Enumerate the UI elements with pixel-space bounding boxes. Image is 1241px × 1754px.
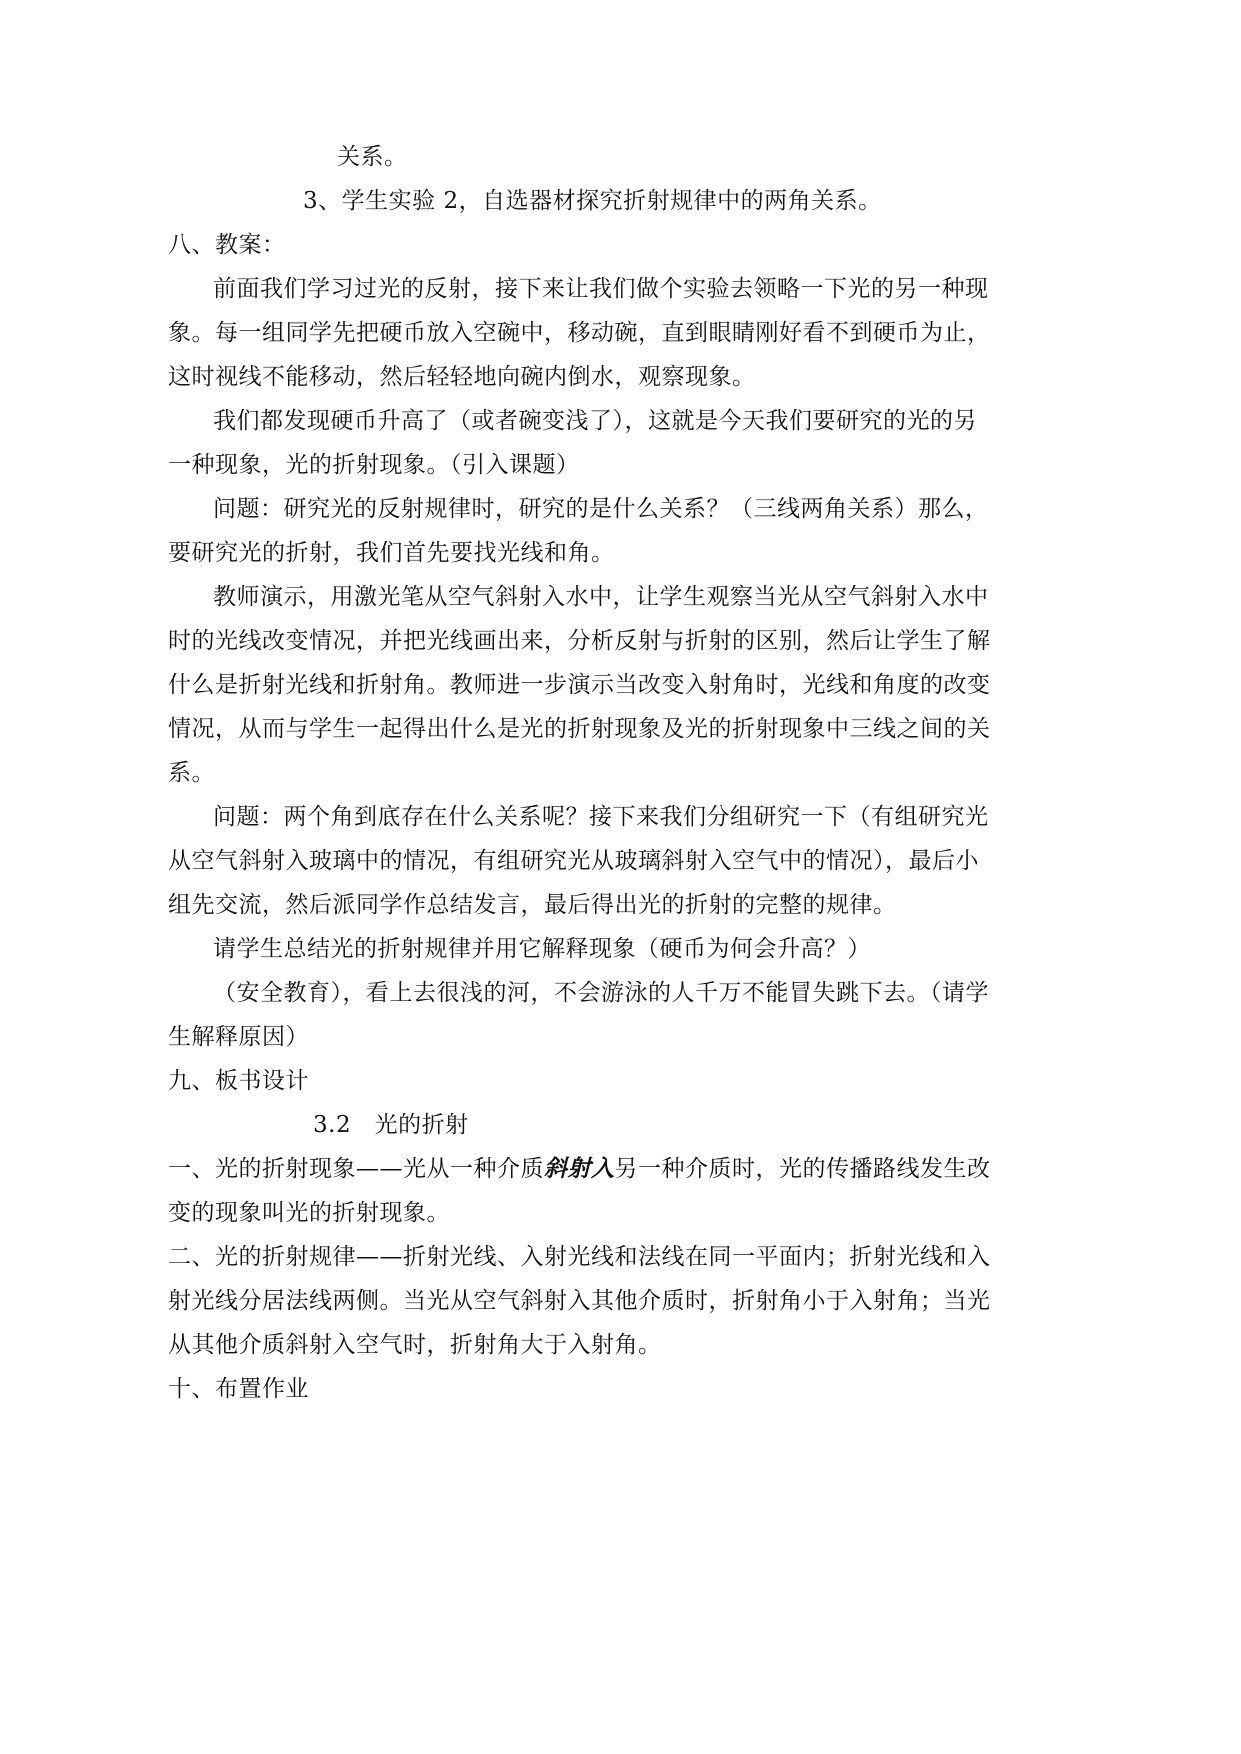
- text-line: 从空气斜射入玻璃中的情况，有组研究光从玻璃斜射入空气中的情况），最后小: [168, 848, 979, 874]
- text-line: 问题：两个角到底存在什么关系呢？接下来我们分组研究一下（有组研究光: [213, 804, 989, 830]
- text-line: 变的现象叫光的折射现象。: [168, 1200, 450, 1226]
- text-line: 生解释原因）: [168, 1024, 309, 1050]
- text-segment: 另一种介质时，光的传播路线发生改: [614, 1156, 991, 1182]
- text-line: 问题：研究光的反射规律时，研究的是什么关系？（三线两角关系）那么，: [213, 496, 989, 522]
- text-line: 要研究光的折射，我们首先要找光线和角。: [168, 540, 615, 566]
- text-line: 这时视线不能移动，然后轻轻地向碗内倒水，观察现象。: [168, 364, 756, 390]
- section-heading: 十、布置作业: [168, 1376, 309, 1402]
- text-line: 射光线分居法线两侧。当光从空气斜射入其他介质时，折射角小于入射角；当光: [168, 1288, 991, 1314]
- section-heading: 九、板书设计: [168, 1068, 309, 1094]
- text-line: 一种现象，光的折射现象。（引入课题）: [168, 452, 580, 478]
- text-line: 时的光线改变情况，并把光线画出来，分析反射与折射的区别，然后让学生了解: [168, 628, 991, 654]
- board-title: 3.2 光的折射: [313, 1112, 469, 1138]
- text-line: 我们都发现硬币升高了（或者碗变浅了），这就是今天我们要研究的光的另: [213, 408, 977, 434]
- text-line: 组先交流，然后派同学作总结发言，最后得出光的折射的完整的规律。: [168, 892, 897, 918]
- section-heading: 八、教案：: [168, 232, 286, 258]
- text-line: 教师演示，用激光笔从空气斜射入水中，让学生观察当光从空气斜射入水中: [213, 584, 989, 610]
- text-line: 情况，从而与学生一起得出什么是光的折射现象及光的折射现象中三线之间的关: [168, 716, 991, 742]
- text-line: 请学生总结光的折射规律并用它解释现象（硬币为何会升高？）: [213, 936, 871, 962]
- text-line: 3、学生实验 2，自选器材探究折射规律中的两角关系。: [303, 188, 882, 214]
- text-line: 什么是折射光线和折射角。教师进一步演示当改变入射角时，光线和角度的改变: [168, 672, 991, 698]
- text-line: 前面我们学习过光的反射，接下来让我们做个实验去领略一下光的另一种现: [213, 276, 989, 302]
- text-segment: 一、光的折射现象——光从一种介质: [168, 1156, 544, 1182]
- text-line: （安全教育），看上去很浅的河，不会游泳的人千万不能冒失跳下去。（请学: [213, 980, 989, 1006]
- text-line: 象。每一组同学先把硬币放入空碗中，移动碗，直到眼睛刚好看不到硬币为止，: [168, 320, 991, 346]
- text-line: 二、光的折射规律——折射光线、入射光线和法线在同一平面内；折射光线和入: [168, 1244, 991, 1270]
- text-line: 从其他介质斜射入空气时，折射角大于入射角。: [168, 1332, 662, 1358]
- text-line: [168, 1154, 991, 1184]
- text-line: 系。: [168, 760, 215, 786]
- emphasis-text: 斜射入: [544, 1155, 615, 1182]
- text-line: 关系。: [337, 144, 408, 170]
